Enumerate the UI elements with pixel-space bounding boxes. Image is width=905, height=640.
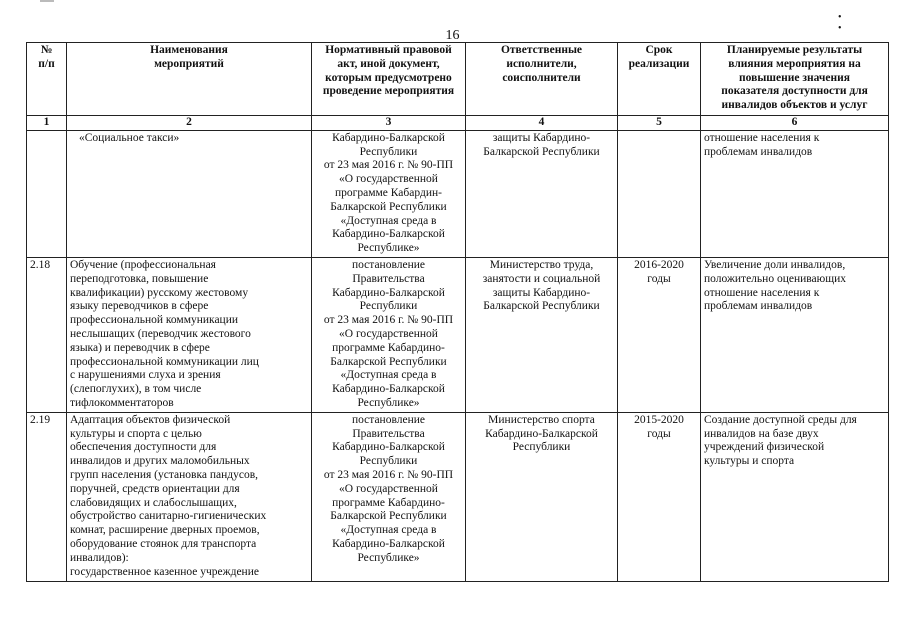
measure-name: Адаптация объектов физической культуры и спорта с целью обеспечения доступности для инвалидов и других маломобильных групп населения (установка пандусов, поручней, средств ориентации для слабовидящих и слабослышащих, обустройство санитарно-гигиенических комнат, расширение дверных проемов, оборудование стоянок для транспорта инвалидов): государственное казенное учреждение [67,412,312,581]
corner-marks: • • [838,12,868,34]
table-row [27,412,889,581]
scan-artifact-mark [40,0,54,2]
results: отношение населения к проблемам инвалидов [701,130,889,257]
column-number: 1 [27,116,67,131]
column-number: 3 [312,116,466,131]
table-row [27,257,889,412]
column-number: 5 [618,116,701,131]
row-number [27,130,67,257]
header-row [27,43,889,116]
executors: Министерство спорта Кабардино-Балкарской Республики [466,412,618,581]
results: Увеличение доли инвалидов, положительно оценивающих отношение населения к проблемам инвалидов [701,257,889,412]
header-term: Срок реализации [618,43,701,116]
header-measure-name: Наименования мероприятий [67,43,312,116]
term [618,130,701,257]
measures-table [26,42,889,582]
measure-name: Обучение (профессиональная переподготовка, повышение квалификации) русскому жестовому языку переводчиков в сфере профессиональной коммуникации неслышащих (переводчик жестового языка) и переводчик в сфере профессиональной коммуникации лиц с нарушениями слуха и зрения (слепоглухих), в том числе тифлокомментаторов [67,257,312,412]
header-legal-act: Нормативный правовой акт, иной документ, которым предусмотрено проведение мероприятия [312,43,466,116]
results: Создание доступной среды для инвалидов на базе двух учреждений физической культуры и спорта [701,412,889,581]
column-number: 6 [701,116,889,131]
legal-act: постановление Правительства Кабардино-Балкарской Республики от 23 мая 2016 г. № 90-ПП «О государственной программе Кабардино- Балкарской Республики «Доступная среда в Кабардино-Балкарской Республике» [312,412,466,581]
legal-act: постановление Правительства Кабардино-Балкарской Республики от 23 мая 2016 г. № 90-ПП «О государственной программе Кабардино- Балкарской Республики «Доступная среда в Кабардино-Балкарской Республике» [312,257,466,412]
table-row [27,130,889,257]
header-results: Планируемые результаты влияния мероприятия на повышение значения показателя доступности для инвалидов объектов и услуг [701,43,889,116]
column-number: 4 [466,116,618,131]
header-number: № п/п [27,43,67,116]
executors: защиты Кабардино- Балкарской Республики [466,130,618,257]
legal-act: Кабардино-Балкарской Республики от 23 мая 2016 г. № 90-ПП «О государственной программе Кабардин- Балкарской Республики «Доступная среда в Кабардино-Балкарской Республике» [312,130,466,257]
row-number: 2.18 [27,257,67,412]
column-number-row [27,116,889,131]
executors: Министерство труда, занятости и социальной защиты Кабардино- Балкарской Республики [466,257,618,412]
header-executors: Ответственные исполнители, соисполнители [466,43,618,116]
measure-name: «Социальное такси» [67,130,312,257]
term: 2016-2020 годы [618,257,701,412]
term: 2015-2020 годы [618,412,701,581]
row-number: 2.19 [27,412,67,581]
column-number: 2 [67,116,312,131]
page-number: 16 [445,28,460,43]
